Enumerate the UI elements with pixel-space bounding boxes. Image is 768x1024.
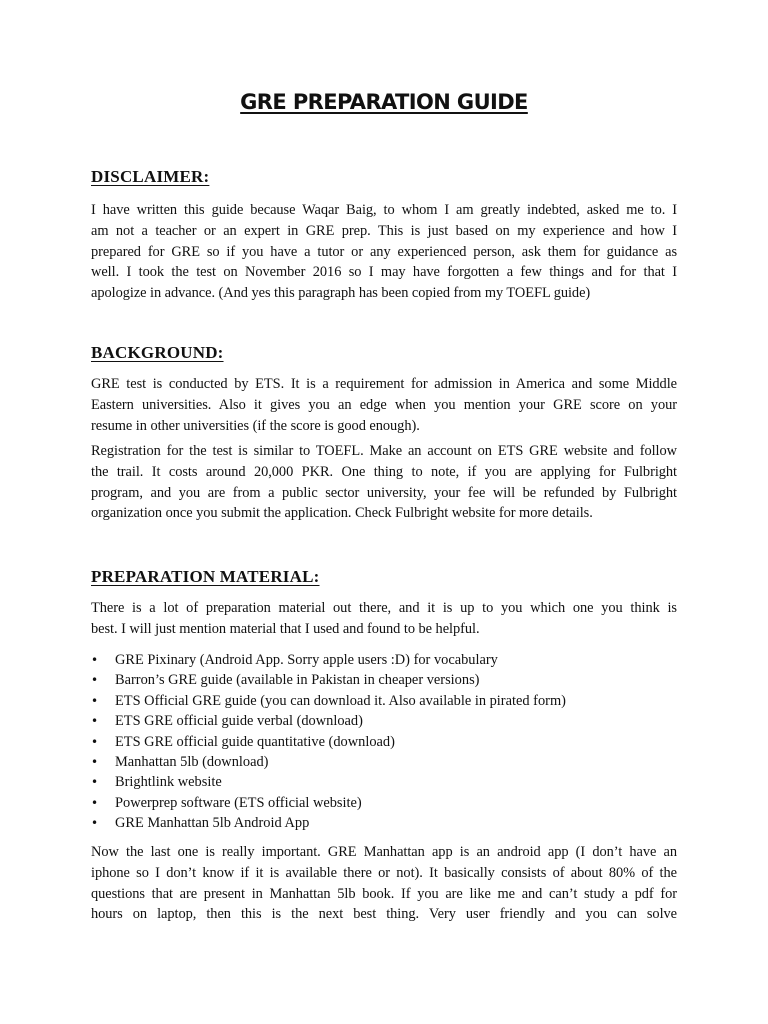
material-list-item xyxy=(91,793,566,813)
bullet-icon: • xyxy=(91,754,99,769)
background-line: Eastern universities. Also it gives you an edge when you mention your GRE score on your xyxy=(91,396,677,413)
material-list-item xyxy=(91,732,566,752)
background-paragraph-2 xyxy=(91,441,677,524)
disclaimer-line: well. I took the test on November 2016 so I may have forgotten a few things and for that I xyxy=(91,264,677,281)
material-item-text: Brightlink website xyxy=(115,774,222,791)
background-line: program, and you are from a public sector university, your fee will be refunded by Fulbright xyxy=(91,484,677,501)
material-list-item xyxy=(91,691,566,711)
material-list-item xyxy=(91,670,566,690)
page-title xyxy=(0,90,768,114)
material-item-text: Barron’s GRE guide (available in Pakistan in cheaper versions) xyxy=(115,672,480,689)
material-item-text: ETS Official GRE guide (you can download it. Also available in pirated form) xyxy=(115,692,566,709)
preparation-material-heading: PREPARATION MATERIAL: xyxy=(91,567,320,586)
material-item-text: ETS GRE official guide verbal (download) xyxy=(115,713,363,730)
disclaimer-line: apologize in advance. (And yes this paragraph has been copied from my TOEFL guide) xyxy=(91,285,591,302)
material-list xyxy=(91,650,566,834)
disclaimer-line: am not a teacher or an expert in GRE prep. This is just based on my experience and how I xyxy=(91,222,677,239)
material-list-item xyxy=(91,650,566,670)
preparation-intro-line: There is a lot of preparation material out there, and it is up to you which one you think is xyxy=(91,600,677,616)
bullet-icon: • xyxy=(91,795,99,810)
bullet-icon: • xyxy=(91,653,99,667)
bullet-icon: • xyxy=(91,775,99,790)
material-list-item xyxy=(91,813,566,833)
bullet-icon: • xyxy=(91,673,99,688)
manhattan-app-line: questions that are present in Manhattan 5lb book. If you are like me and can’t study a pdf for xyxy=(91,885,677,902)
disclaimer-line: prepared for GRE so if you have a tutor or any experienced person, ask them for guidance as xyxy=(91,243,677,260)
disclaimer-heading: DISCLAIMER: xyxy=(91,167,210,186)
manhattan-app-line: hours on laptop, then this is the next best thing. Very user friendly and you can solve xyxy=(91,906,677,923)
disclaimer-paragraph xyxy=(91,200,677,304)
material-item-text: ETS GRE official guide quantitative (download) xyxy=(115,733,395,750)
bullet-icon: • xyxy=(91,693,99,708)
background-line: Registration for the test is similar to TOEFL. Make an account on ETS GRE website and follow xyxy=(91,443,677,459)
manhattan-app-line: Now the last one is really important. GRE Manhattan app is an android app (I don’t have an xyxy=(91,844,677,860)
material-item-text: GRE Pixinary (Android App. Sorry apple users :D) for vocabulary xyxy=(115,652,498,668)
preparation-intro-paragraph xyxy=(91,598,677,640)
material-item-text: Powerprep software (ETS official website) xyxy=(115,794,362,811)
material-list-item xyxy=(91,752,566,772)
manhattan-app-paragraph xyxy=(91,842,677,925)
bullet-icon: • xyxy=(91,714,99,729)
background-line: the trail. It costs around 20,000 PKR. One thing to note, if you are applying for Fulbright xyxy=(91,463,677,480)
bullet-icon: • xyxy=(91,816,99,831)
material-item-text: Manhattan 5lb (download) xyxy=(115,753,269,770)
manhattan-app-line: iphone so I don’t know if it is available there or not). It basically consists of about 80% of the xyxy=(91,864,677,881)
background-paragraph-1 xyxy=(91,374,677,436)
background-line: resume in other universities (if the score is good enough). xyxy=(91,417,420,434)
background-line: organization once you submit the application. Check Fulbright website for more details. xyxy=(91,505,593,522)
material-list-item xyxy=(91,772,566,792)
page-title-text: GRE PREPARATION GUIDE xyxy=(240,90,528,114)
bullet-icon: • xyxy=(91,734,99,749)
background-heading: BACKGROUND: xyxy=(91,343,224,362)
preparation-intro-line: best. I will just mention material that I used and found to be helpful. xyxy=(91,620,480,637)
material-item-text: GRE Manhattan 5lb Android App xyxy=(115,815,310,832)
material-list-item xyxy=(91,711,566,731)
disclaimer-line: I have written this guide because Waqar Baig, to whom I am greatly indebted, asked me to. I xyxy=(91,202,677,218)
background-line: GRE test is conducted by ETS. It is a requirement for admission in America and some Middle xyxy=(91,376,677,392)
